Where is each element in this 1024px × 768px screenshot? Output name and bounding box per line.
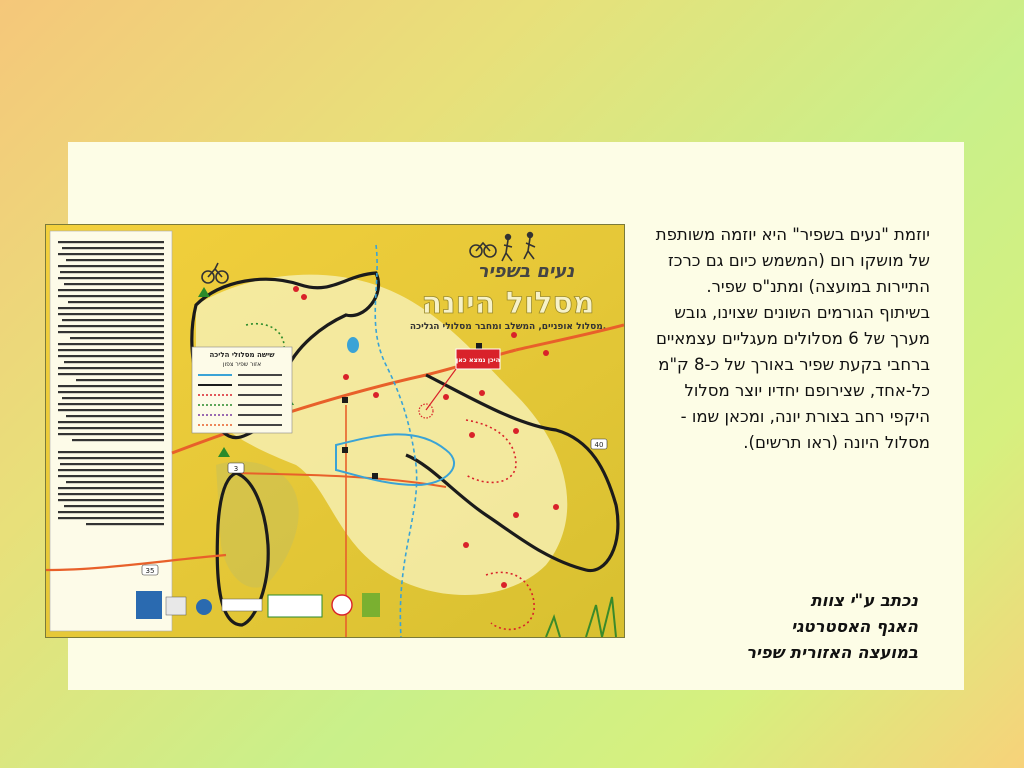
map-subtitle: מסלול אופניים, המשלב ומחבר מסלולי הגליכה. xyxy=(409,322,607,332)
signature-line: נכתב ע"י צוות xyxy=(810,591,918,610)
road-shield-35 xyxy=(142,565,158,575)
svg-text:3: 3 xyxy=(233,465,239,473)
legend-title: שישה מסלולי הליכה xyxy=(209,351,275,359)
road-shield-40 xyxy=(591,439,607,449)
signature xyxy=(650,588,918,666)
svg-text:35: 35 xyxy=(145,567,155,575)
body-text: יוזמת "נעים בשפיר" היא יוזמה משותפת של מושקו רום (המשמש כיום גם כרכז התיירות במועצה) ומתנ"ס שפיר. בשיתוף הגורמים השונים שצוינו, גובש מערך של 6 מסלולים מעגליים עצמאיים ברחבי בקעת שפיר באורך של כ-8 ק"מ כל-אחד, שצירופם יחדיו יוצר מסלול היקפי רחב בצורת יונה, ומכאן שמו - מסלול היונה (ראו תרשים). xyxy=(655,225,930,452)
map-title: מסלול היונה xyxy=(421,286,595,321)
road-shield-3 xyxy=(228,463,244,473)
svg-text:40: 40 xyxy=(594,441,604,449)
signature-line: במועצה האזורית שפיר xyxy=(746,643,918,662)
trail-map-image xyxy=(45,224,625,638)
signature-line: האגף האסטרטגי xyxy=(791,617,918,636)
svg-text:היכן נמצא כאן: היכן נמצא כאן xyxy=(455,356,501,364)
map-legend xyxy=(192,347,292,433)
legend-subtitle: אזור שפיר צפון xyxy=(222,361,262,368)
map-brand: נעים בשפיר xyxy=(477,261,575,282)
